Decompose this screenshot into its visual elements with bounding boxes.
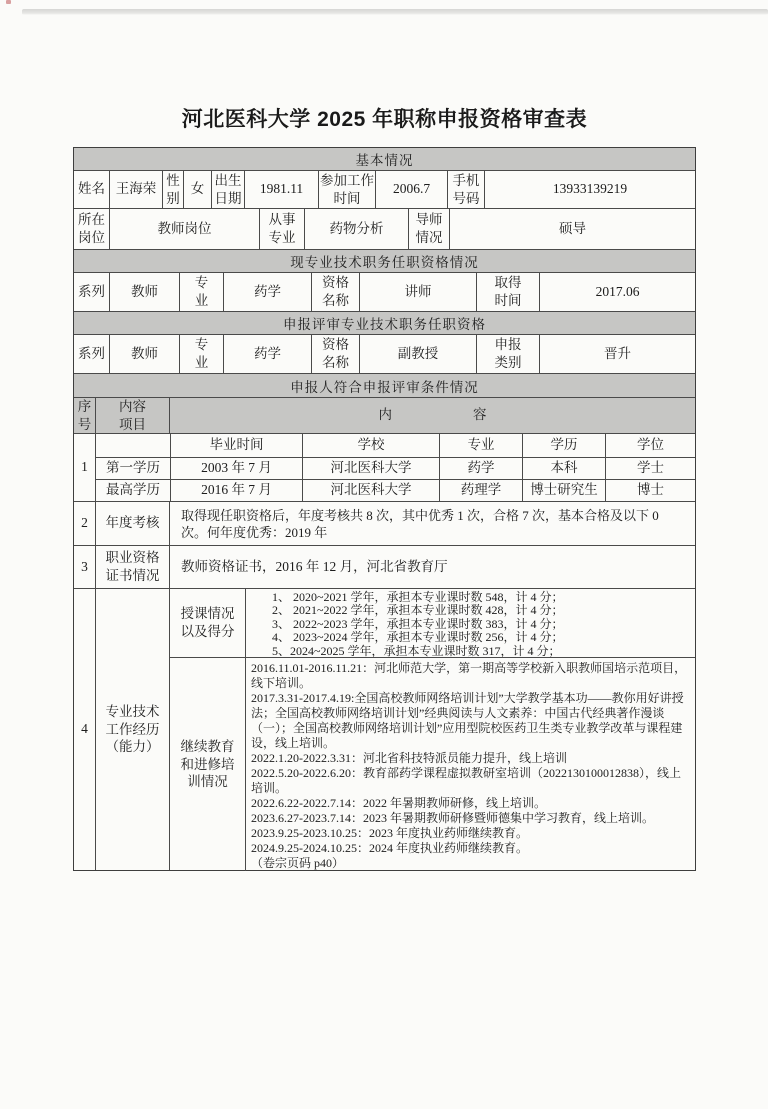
first-degree-degree: 学士 [637, 460, 664, 476]
basic-info-row-1 [74, 170, 695, 208]
highest-degree-label-cell [96, 480, 170, 501]
birth-label: 出生日期 [214, 172, 242, 206]
first-degree-major: 药学 [467, 460, 495, 476]
highest-degree-school-cell [302, 480, 439, 501]
work-start-value-cell [375, 171, 447, 208]
work-no-cell [74, 589, 95, 870]
certificate-text: 教师资格证书，2016 年 12 月，河北省教育厅 [181, 558, 448, 574]
current-major-label-cell [179, 273, 223, 311]
work-label: 专业技术工作经历（能力） [105, 704, 160, 755]
mentor-value-cell [449, 209, 695, 249]
no-column-header: 序号 [77, 398, 92, 432]
first-degree-degree-cell [605, 458, 695, 479]
assessment-row [74, 501, 695, 545]
education-no-cell [74, 434, 95, 501]
current-series-label: 系列 [78, 283, 105, 299]
phone-value: 13933139219 [552, 181, 628, 197]
current-date-label-cell [476, 273, 539, 311]
certificate-label: 职业资格证书情况 [105, 550, 160, 583]
post-label-cell [74, 209, 109, 249]
highest-degree-time: 2016 年 7 月 [201, 482, 272, 498]
apply-major-label-cell [179, 335, 223, 373]
first-degree-school-cell [302, 458, 439, 479]
first-degree-level: 本科 [550, 460, 578, 476]
basic-info-row-2 [74, 208, 695, 249]
post-value: 教师岗位 [157, 220, 212, 236]
certificate-no: 3 [81, 558, 88, 574]
current-qual-value: 讲师 [404, 283, 432, 299]
education-head-row [96, 434, 695, 457]
apply-major-value: 药学 [254, 345, 281, 361]
current-major-value: 药学 [254, 283, 281, 299]
training-label-cell [170, 658, 245, 871]
engaged-major-label-cell [259, 209, 304, 249]
highest-degree-degree: 博士 [637, 482, 664, 498]
mentor-label: 导师情况 [415, 212, 443, 245]
apply-qual-value: 副教授 [397, 345, 439, 361]
current-major-value-cell [223, 273, 311, 311]
first-degree-major-cell [439, 458, 522, 479]
qualification-review-table [73, 147, 696, 871]
phone-value-cell [484, 171, 695, 208]
current-series-value-cell [109, 273, 179, 311]
apply-series-value: 教师 [131, 345, 158, 361]
apply-series-label: 系列 [78, 345, 105, 361]
highest-degree-level-cell [522, 480, 605, 501]
highest-degree-major-cell [439, 480, 522, 501]
education-head-empty-cell [96, 434, 170, 457]
education-col-major-label: 专业 [467, 437, 495, 453]
teaching-label: 授课情况以及得分 [180, 606, 235, 639]
current-series-value: 教师 [131, 283, 158, 299]
current-qual-value-cell [359, 273, 476, 311]
section-header-apply-title-label: 申报评审专业技术职务任职资格 [283, 317, 486, 332]
training-line: （卷宗页码 p40） [251, 856, 345, 870]
apply-series-value-cell [109, 335, 179, 373]
certificate-text-cell [169, 546, 695, 588]
work-subtable [169, 589, 695, 870]
content-column-header-cell [169, 398, 695, 433]
training-row [170, 657, 695, 871]
conditions-column-header-row [74, 397, 695, 433]
item-column-header: 内容项目 [119, 398, 146, 432]
assessment-no: 2 [81, 515, 88, 531]
current-date-label: 取得时间 [494, 275, 522, 308]
name-label-cell [74, 171, 109, 208]
training-line: 2022.1.20-2022.3.31：河北省科技特派员能力提升，线上培训 [251, 751, 567, 765]
work-no: 4 [81, 721, 88, 737]
certificate-label-cell [95, 546, 169, 588]
work-start-label-cell [318, 171, 375, 208]
no-column-header-cell [74, 398, 95, 433]
engaged-major-label: 从事专业 [268, 212, 296, 245]
work-start-value: 2006.7 [392, 181, 431, 197]
highest-degree-row [96, 479, 695, 501]
first-degree-label: 第一学历 [106, 460, 160, 476]
teaching-line: 5、2024~2025 学年，承担本专业课时数 317，计 4 分； [272, 643, 561, 658]
highest-degree-major: 药理学 [460, 482, 502, 498]
education-col-degree [605, 434, 695, 457]
current-major-label: 专业 [194, 275, 209, 308]
assessment-label: 年度考核 [105, 515, 160, 531]
apply-major-label: 专业 [194, 337, 209, 370]
education-col-time [170, 434, 302, 457]
education-col-degree-label: 学位 [637, 437, 664, 453]
highest-degree-level: 博士研究生 [530, 482, 598, 498]
name-value-cell [109, 171, 162, 208]
apply-qual-label-cell [311, 335, 359, 373]
first-degree-school: 河北医科大学 [330, 460, 412, 476]
first-degree-row [96, 457, 695, 479]
content-column-header: 内容 [378, 407, 487, 423]
current-date-value-cell [539, 273, 695, 311]
section-header-basic-info [74, 148, 695, 170]
scan-artifact-dot [6, 0, 11, 4]
training-label: 继续教育和进修培训情况 [180, 739, 235, 790]
certificate-row [74, 545, 695, 588]
work-label-cell [95, 589, 169, 870]
section-header-current-title-label: 现专业技术职务任职资格情况 [290, 255, 479, 270]
teaching-line: 2、 2021~2022 学年，承担本专业课时数 428，计 4 分； [272, 603, 564, 618]
section-header-current-title [74, 249, 695, 272]
apply-type-value: 晋升 [604, 345, 631, 361]
section-header-conditions [74, 373, 695, 397]
item-column-header-cell [95, 398, 169, 433]
birth-value-cell [244, 171, 318, 208]
education-no: 1 [81, 459, 88, 475]
gender-value-cell [183, 171, 211, 208]
training-line: 2023.6.27-2023.7.14：2023 年暑期教师研修暨师德集中学习教育，线上培训。 [251, 811, 654, 825]
current-series-label-cell [74, 273, 109, 311]
education-col-level [522, 434, 605, 457]
birth-value: 1981.11 [259, 181, 304, 197]
first-degree-level-cell [522, 458, 605, 479]
training-line: 2022.6.22-2022.7.14：2022 年暑期教师研修，线上培训。 [251, 796, 546, 810]
teaching-content-cell [245, 589, 695, 657]
apply-type-label: 申报类别 [494, 337, 522, 370]
work-experience-row [74, 588, 695, 870]
engaged-major-value-cell [304, 209, 408, 249]
apply-major-value-cell [223, 335, 311, 373]
phone-label: 手机号码 [452, 172, 480, 206]
apply-title-row [74, 334, 695, 373]
phone-label-cell [447, 171, 484, 208]
current-qual-label: 资格名称 [322, 275, 349, 308]
mentor-value: 硕导 [559, 220, 586, 236]
training-line: 2022.5.20-2022.6.20：教育部药学课程虚拟教研室培训（2022130100012838），线上培训。 [251, 766, 681, 795]
engaged-major-value: 药物分析 [329, 220, 384, 236]
training-line: 2024.9.25-2024.10.25：2024 年度执业药师继续教育。 [251, 841, 528, 855]
post-label: 所在岗位 [78, 212, 105, 245]
apply-type-value-cell [539, 335, 695, 373]
current-date-value: 2017.06 [595, 283, 640, 299]
education-col-major [439, 434, 522, 457]
birth-label-cell [211, 171, 244, 208]
current-qual-label-cell [311, 273, 359, 311]
work-start-label: 参加工作时间 [320, 172, 374, 206]
teaching-line: 3、 2022~2023 学年，承担本专业课时数 383，计 4 分； [272, 616, 564, 631]
section-header-basic-info-label: 基本情况 [355, 153, 414, 168]
teaching-row [170, 589, 695, 657]
gender-label-cell [162, 171, 183, 208]
apply-qual-label: 资格名称 [322, 337, 349, 370]
certificate-no-cell [74, 546, 95, 588]
highest-degree-school: 河北医科大学 [330, 482, 412, 498]
education-row [74, 433, 695, 501]
gender-value: 女 [190, 181, 205, 197]
highest-degree-label: 最高学历 [106, 482, 160, 498]
assessment-no-cell [74, 502, 95, 545]
scan-artifact-band [22, 9, 768, 15]
assessment-label-cell [95, 502, 169, 545]
training-line: 2023.9.25-2023.10.25：2023 年度执业药师继续教育。 [251, 826, 528, 840]
teaching-line: 1、 2020~2021 学年，承担本专业课时数 548，计 4 分； [272, 590, 564, 604]
apply-series-label-cell [74, 335, 109, 373]
assessment-text-cell [169, 502, 695, 545]
post-value-cell [109, 209, 259, 249]
education-col-level-label: 学历 [550, 437, 578, 453]
teaching-line: 4、 2023~2024 学年，承担本专业课时数 256，计 4 分； [272, 630, 564, 645]
current-title-row [74, 272, 695, 311]
document-title: 河北医科大学 2025 年职称申报资格审查表 [181, 108, 588, 131]
education-col-school [302, 434, 439, 457]
education-subtable [95, 434, 695, 501]
highest-degree-degree-cell [605, 480, 695, 501]
mentor-label-cell [408, 209, 449, 249]
education-col-time-label: 毕业时间 [209, 437, 264, 453]
gender-label: 性别 [166, 172, 180, 206]
section-header-apply-title [74, 311, 695, 334]
apply-qual-value-cell [359, 335, 476, 373]
first-degree-time: 2003 年 7 月 [201, 460, 272, 476]
apply-type-label-cell [476, 335, 539, 373]
training-content-cell [245, 658, 695, 871]
section-header-conditions-label: 申报人符合申报评审条件情况 [290, 379, 479, 395]
name-value: 王海荣 [115, 181, 157, 197]
education-col-school-label: 学校 [357, 437, 385, 453]
highest-degree-time-cell [170, 480, 302, 501]
teaching-label-cell [170, 589, 245, 657]
training-line: 2016.11.01-2016.11.21：河北师范大学，第一期高等学校新入职教师国培示范项目，线下培训。 [251, 661, 687, 690]
name-label: 姓名 [78, 181, 105, 197]
training-line: 2017.3.31-2017.4.19:全国高校教师网络培训计划”大学教学基本功——教你用好讲授法；全国高校教师网络培训计划”经典阅读与人文素养：中国古代经典著作漫谈（一）；全国高校教师网络培训计划”应用型院校医药卫生类专业教学改革与课程建设，线上培训。 [251, 691, 684, 750]
first-degree-label-cell [96, 458, 170, 479]
assessment-text: 取得现任职资格后，年度考核共 8 次，其中优秀 1 次，合格 7 次，基本合格及以下 0 次。何年度优秀：2019 年 [181, 508, 659, 540]
first-degree-time-cell [170, 458, 302, 479]
